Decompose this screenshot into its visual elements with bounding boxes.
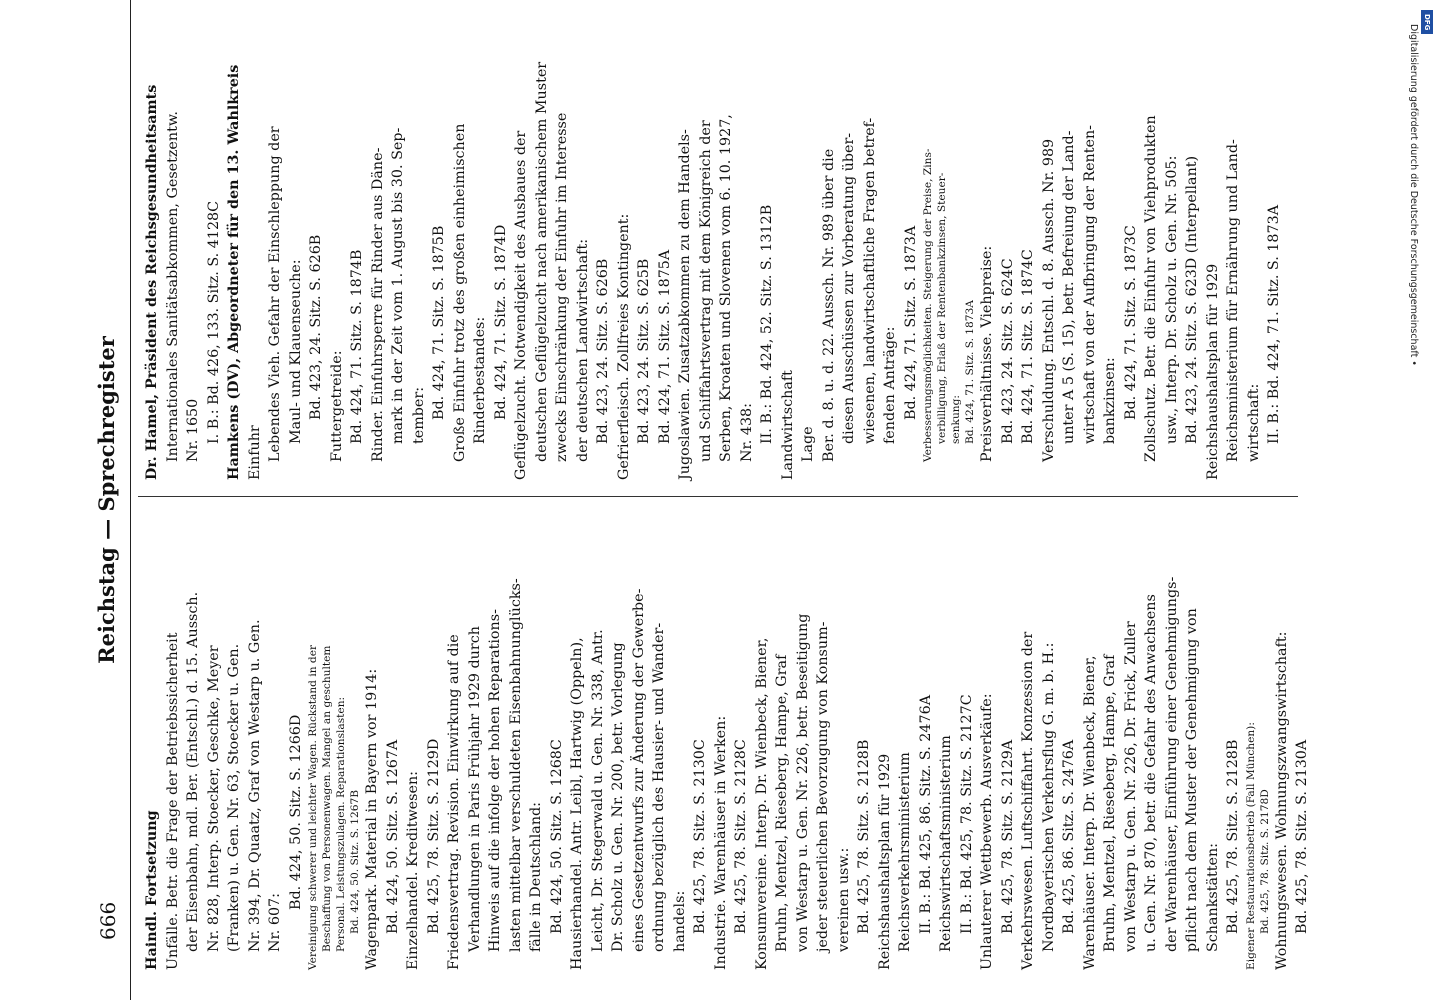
register-line: Bd. 425, 78. Sitz. S. 2128C xyxy=(733,739,749,934)
register-line: Friedensvertrag. Revision. Einwirkung auf die xyxy=(446,634,462,970)
register-line: Bd. 424, 71. Sitz. S. 1875A xyxy=(656,249,673,444)
register-line: Rinder. Einfuhrsperre für Rinder aus Däne- xyxy=(369,147,386,462)
register-line: Nr. 828, Interp. Stoecker, Geschke, Meyer xyxy=(205,645,222,952)
register-line: Bd. 425, 78. Sitz. S. 2178D xyxy=(1258,789,1271,934)
register-line: vereinen usw.: xyxy=(835,847,852,952)
register-line: Reichswirtschaftsministerium xyxy=(938,735,954,952)
register-line: Bd. 423, 24. Sitz. S. 623D (Interpellant) xyxy=(1184,155,1200,444)
register-line: Hamkens (DV), Abgeordneter für den 13. Wahlkreis xyxy=(226,64,242,480)
dfg-logo: DFG xyxy=(1421,10,1433,34)
register-line: usw., Interp. Dr. Scholz u. Gen. Nr. 505: xyxy=(1163,155,1180,444)
register-line: Preisverhältnisse. Viehpreise: xyxy=(979,245,995,462)
register-line: Reichsministerium für Ernährung und Land- xyxy=(1225,139,1241,462)
register-line: Reichshaushaltsplan für 1929 xyxy=(876,753,893,970)
register-line: Bruhn, Mentzel, Rieseberg, Hampe, Graf xyxy=(1102,654,1118,952)
register-line: Große Einfuhr trotz des großen einheimischen xyxy=(451,123,468,462)
register-line: Bd. 423, 24. Sitz. S. 624C xyxy=(999,258,1016,444)
register-line: wiesenen, landwirtschaftliche Fragen betref- xyxy=(861,117,878,444)
register-line: unter A 5 (S. 15), betr. Befreiung der Land- xyxy=(1061,130,1077,444)
register-line: wirtschaft von der Aufbringung der Renten- xyxy=(1081,125,1098,444)
register-line: Wohnungswesen. Wohnungszwangswirtschaft: xyxy=(1273,631,1290,970)
register-line: Dr. Hamel, Präsident des Reichsgesundheitsamts xyxy=(144,84,160,480)
register-line: Bd. 424, 71. Sitz. S. 1875B xyxy=(431,225,447,420)
register-line: Hausierhandel. Antr. Leibl, Hartwig (Oppeln), xyxy=(569,637,585,970)
register-line: Bd. 424, 50. Sitz. S. 1266D xyxy=(287,714,304,910)
register-line: ordnung bezüglich des Hausier- und Wander- xyxy=(651,622,667,952)
register-line: Jugoslawien. Zusatzabkommen zu dem Handels- xyxy=(677,129,693,480)
register-line: Unlauterer Wettbewerb. Ausverkäufe: xyxy=(979,693,995,970)
register-line: Bd. 425, 78. Sitz. S. 2130C xyxy=(692,739,708,934)
register-line: Internationales Sanitätsabkommen, Gesetzentw. xyxy=(164,111,181,462)
register-line: bankzinsen: xyxy=(1102,357,1118,444)
page-header xyxy=(90,0,131,1000)
side-note xyxy=(1408,10,1434,990)
register-line: Beschaffung von Personenwagen. Mangel an geschultem xyxy=(321,645,333,952)
register-line: Dr. Scholz u. Gen. Nr. 200, betr. Vorlegung xyxy=(610,642,626,952)
register-line: senkung: xyxy=(950,395,962,444)
register-line: II. B.: Bd. 425, 78. Sitz. S. 2127C xyxy=(958,694,975,934)
register-line: Personal. Leistungszulagen. Reparationslasten: xyxy=(335,696,347,952)
register-line: und Schiffahrtsvertrag mit dem Königreich der xyxy=(697,120,714,462)
register-line: von Westarp u. Gen. Nr. 226, Dr. Frick, Zuller xyxy=(1122,621,1139,952)
register-line: Bd. 425, 86. Sitz. S. 2476A xyxy=(1061,739,1077,934)
register-line: Serben, Kroaten und Slovenen vom 6. 10. 1927, xyxy=(718,114,734,462)
register-line: handels: xyxy=(671,890,688,952)
register-line: Hinweis auf die infolge der hohen Reparations- xyxy=(487,609,503,952)
register-line: Bruhn, Mentzel, Rieseberg, Hampe, Graf xyxy=(774,654,790,952)
register-line: Bd. 424, 71. Sitz. S. 1873C xyxy=(1122,225,1139,420)
register-line: Nr. 438: xyxy=(738,403,755,462)
running-title: Reichstag — Sprechregister xyxy=(94,336,119,664)
register-line: lasten mittelbar verschuldeten Eisenbahnunglücks- xyxy=(507,578,524,952)
register-line: Maul- und Klauenseuche: xyxy=(287,259,304,444)
register-line: verbilligung, Erlaß der Rentenbankzinsen, Steuer- xyxy=(936,172,948,444)
register-line: Bd. 424, 50. Sitz. S. 1267A xyxy=(384,739,401,934)
register-line: fälle in Deutschland: xyxy=(528,802,544,952)
register-line: Ber. d. 8. u. d. 22. Aussch. Nr. 989 über die xyxy=(820,148,837,462)
register-line: Nr. 394, Dr. Quaatz, Graf von Westarp u. Gen. xyxy=(246,619,263,952)
register-line: Leicht, Dr. Stegerwald u. Gen. Nr. 338, Antr. xyxy=(589,629,606,952)
register-line: Einzelhandel. Kreditwesen: xyxy=(405,771,421,970)
register-line: Nr. 1650 xyxy=(185,398,201,462)
register-line: Nordbayerischen Verkehrsflug G. m. b. H.: xyxy=(1040,642,1057,952)
register-line: von Westarp u. Gen. Nr. 226, betr. Beseitigung xyxy=(794,613,811,952)
register-line: Bd. 425, 78. Sitz. S. 2130A xyxy=(1294,739,1310,934)
register-line: Lage xyxy=(800,426,816,462)
register-line: Lebendes Vieh. Gefahr der Einschleppung der xyxy=(267,126,283,462)
register-line: Wagenpark. Material in Bayern vor 1914: xyxy=(364,668,380,970)
register-line: Bd. 423, 24. Sitz. S. 626B xyxy=(595,258,611,444)
register-line: zwecks Einschränkung der Einfuhr im Interesse xyxy=(554,112,570,462)
register-line: Geflügelzucht. Notwendigkeit des Ausbaues der xyxy=(513,130,529,480)
register-line: Bd. 425, 78. Sitz. S. 2129D xyxy=(425,738,442,934)
register-line: Bd. 424, 71. Sitz. S. 1873A xyxy=(902,225,919,420)
register-line: II. B.: Bd. 424, 52. Sitz. S. 1312B xyxy=(759,204,775,444)
register-line: Rinderbestandes: xyxy=(472,316,488,444)
register-line: Bd. 424, 50. Sitz. S. 1268C xyxy=(548,739,565,934)
register-line: (Franken) u. Gen. Nr. 63, Stoecker u. Gen. xyxy=(226,643,242,952)
register-line: Reichshaushaltsplan für 1929 xyxy=(1204,263,1221,480)
register-line: Vereinigung schwerer und leichter Wagen. Rückstand in der xyxy=(307,644,319,970)
register-line: u. Gen. Nr. 870, betr. die Gefahr des Anwachsens xyxy=(1143,594,1159,952)
register-line: Landwirtschaft xyxy=(779,370,796,480)
register-line: Zollschutz. Betr. die Einfuhr von Viehprodukten xyxy=(1143,115,1159,462)
register-line: I. B.: Bd. 426, 133. Sitz. S. 4128C xyxy=(205,200,222,444)
register-line: Warenhäuser. Interp. Dr. Wienbeck, Biener, xyxy=(1081,655,1098,970)
register-line: Bd. 424, 71. Sitz. S. 1874B xyxy=(349,249,365,444)
register-line: Verhandlungen in Paris Frühjahr 1929 durch xyxy=(466,626,483,952)
register-line: Bd. 425, 78. Sitz. S. 2128B xyxy=(1225,739,1241,934)
right-column xyxy=(142,10,1285,480)
rotated-document-page xyxy=(90,0,1420,1000)
register-line: Verkehrswesen. Luftschiffahrt. Konzession der xyxy=(1020,631,1036,970)
register-line: Industrie. Warenhäuser in Werken: xyxy=(712,715,729,970)
register-line: Gefrierfleisch. Zollfreies Kontingent: xyxy=(615,213,632,480)
register-line: pflicht nach dem Muster der Genehmigung von xyxy=(1184,608,1200,952)
register-line: Konsumvereine. Interp. Dr. Wienbeck, Biener, xyxy=(753,637,770,970)
register-line: der Warenhäuser, Einführung einer Genehmigungs- xyxy=(1163,576,1180,952)
register-line: Bd. 424, 71. Sitz. S. 1873A xyxy=(964,300,976,444)
register-line: eines Gesetzentwurfs zur Änderung der Gewerbe- xyxy=(630,588,647,952)
register-line: Schankstätten: xyxy=(1204,843,1221,952)
register-line: deutschen Geflügelzucht nach amerikanischem Muster xyxy=(533,61,550,462)
register-line: Nr. 607: xyxy=(267,893,283,952)
register-line: Bd. 424, 71. Sitz. S. 1874D xyxy=(492,224,509,420)
register-line: wirtschaft: xyxy=(1245,383,1262,462)
side-note-text: Digitalisierung gefördert durch die Deutsche Forschungsgemeinschaft • xyxy=(1408,24,1419,366)
register-line: Reichsverkehrsministerium xyxy=(897,752,913,952)
register-line: Eigener Restaurationsbetrieb (Fall München): xyxy=(1244,722,1257,970)
register-line: II. B.: Bd. 424, 71. Sitz. S. 1873A xyxy=(1266,204,1282,444)
register-line: der Eisenbahn, mdl. Ber. (Entschl.) d. 15. Aussch. xyxy=(185,591,201,952)
register-line: Futtergetreide: xyxy=(328,350,345,462)
register-line: Bd. 423, 24. Sitz. S. 625B xyxy=(636,258,652,444)
register-line: der deutschen Landwirtschaft: xyxy=(574,238,591,462)
register-line: Haindl. Fortsetzung xyxy=(144,810,160,970)
register-line: Bd. 425, 78. Sitz. S. 2128B xyxy=(856,739,872,934)
register-line: II. B.: Bd. 425, 86. Sitz. S. 2476A xyxy=(917,694,934,934)
register-line: Verbesserungsmöglichkeiten. Steigerung der Preise, Zins- xyxy=(922,148,934,462)
register-line: Bd. 425, 78. Sitz. S. 2129A xyxy=(999,739,1016,934)
register-line: Unfälle. Betr. die Frage der Betriebssicherheit xyxy=(164,632,181,970)
register-line: Bd. 423, 24. Sitz. S. 626B xyxy=(308,234,324,420)
register-line: jeder steuerlichen Bevorzugung von Konsum- xyxy=(815,621,831,952)
register-line: fenden Anträge: xyxy=(882,326,898,444)
register-line: Verschuldung. Entschl. d. 8. Aussch. Nr. 989 xyxy=(1040,138,1057,462)
register-line: Bd. 424, 50. Sitz. S. 1267B xyxy=(349,789,361,934)
column-divider xyxy=(138,496,1298,497)
register-line: mark in der Zeit vom 1. August bis 30. Sep- xyxy=(390,127,406,444)
page-number: 666 xyxy=(96,901,120,940)
register-line: Einfuhr xyxy=(246,425,263,480)
register-line: tember: xyxy=(410,386,427,444)
left-column xyxy=(142,500,1313,970)
register-line: Bd. 424, 71. Sitz. S. 1874C xyxy=(1020,249,1036,444)
register-line: diesen Ausschüssen zur Vorberatung über- xyxy=(841,132,857,444)
